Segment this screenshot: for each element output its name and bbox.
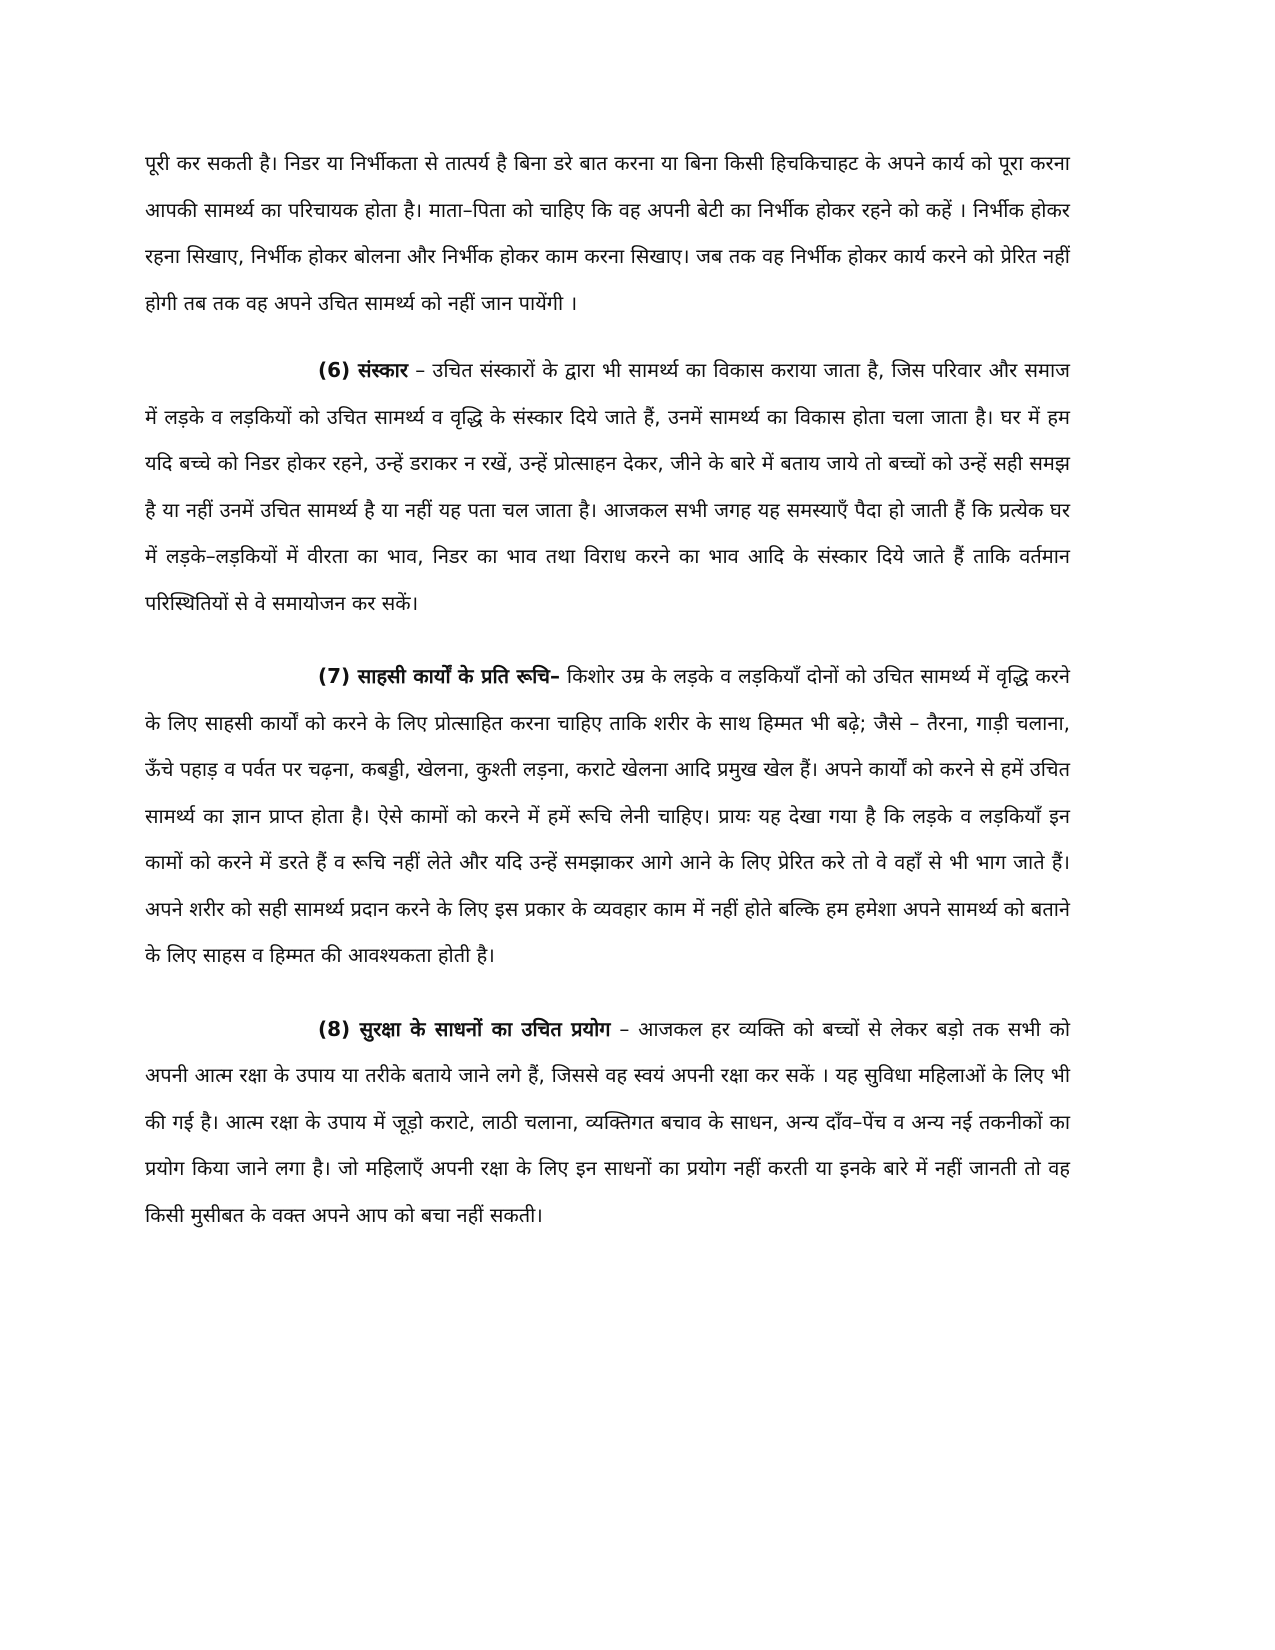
- paragraph-text: पूरी कर सकती है। निडर या निर्भीकता से तात्पर्य है बिना डरे बात करना या बिना किसी हिचकिचाहट के अपने कार्य को पूरा करना आपकी सामर्थ्य का परिचायक होता है। माता–पिता को चाहिए कि वह अपनी बेटी का निर्भीक होकर रहने को कहें । निर्भीक होकर रहना सिखाए, निर्भीक होकर बोलना और निर्भीक होकर काम करना सिखाए। जब तक वह निर्भीक होकर कार्य करने को प्रेरित नहीं होगी तब तक वह अपने उचित सामर्थ्य को नहीं जान पायेंगी ।: [145, 151, 1070, 315]
- section-heading-8: (8) सुरक्षा के साधनों का उचित प्रयोग: [318, 1016, 611, 1041]
- section-heading-7: (7) साहसी कार्यों के प्रति रूचि–: [318, 664, 560, 688]
- paragraph-sahasi-karya: [145, 653, 1070, 979]
- paragraph-text: – आजकल हर व्यक्ति को बच्चों से लेकर बड़ो तक सभी को अपनी आत्म रक्षा के उपाय या तरीके बताये जाने लगे हैं, जिससे वह स्वयं अपनी रक्षा कर सकें । यह सुविधा महिलाओं के लिए भी की गई है। आत्म रक्षा के उपाय में जूड़ो कराटे, लाठी चलाना, व्यक्तिगत बचाव के साधन, अन्य दाँव–पेंच व अन्य नई तकनीकों का प्रयोग किया जाने लगा है। जो महिलाएँ अपनी रक्षा के लिए इन साधनों का प्रयोग नहीं करती या इनके बारे में नहीं जानती तो वह किसी मुसीबत के वक्त अपने आप को बचा नहीं सकती।: [145, 1016, 1070, 1227]
- paragraph-text: किशोर उम्र के लड़के व लड़कियाँ दोनों को उचित सामर्थ्य में वृद्धि करने के लिए साहसी कार्यों को करने के लिए प्रोत्साहित करना चाहिए ताकि शरीर के साथ हिम्मत भी बढ़े; जैसे – तैरना, गाड़ी चलाना, ऊँचे पहाड़ व पर्वत पर चढ़ना, कबड्डी, खेलना, कुश्ती लड़ना, कराटे खेलना आदि प्रमुख खेल हैं। अपने कार्यों को करने से हमें उचित सामर्थ्य का ज्ञान प्राप्त होता है। ऐसे कामों को करने में हमें रूचि लेनी चाहिए। प्रायः यह देखा गया है कि लड़के व लड़कियाँ इन कामों को करने में डरते हैं व रूचि नहीं लेते और यदि उन्हें समझाकर आगे आने के लिए प्रेरित करे तो वे वहाँ से भी भाग जाते हैं। अपने शरीर को सही सामर्थ्य प्रदान करने के लिए इस प्रकार के व्यवहार काम में नहीं होते बल्कि हम हमेशा अपने सामर्थ्य को बताने के लिए साहस व हिम्मत की आवश्यकता होती है।: [145, 664, 1071, 967]
- document-page: [145, 140, 1070, 1265]
- section-heading-6: (6) संस्कार: [318, 358, 409, 382]
- paragraph-sanskar: [145, 347, 1070, 626]
- paragraph-continuation: [145, 140, 1070, 326]
- paragraph-suraksha: [145, 1006, 1070, 1239]
- paragraph-text: – उचित संस्कारों के द्वारा भी सामर्थ्य का विकास कराया जाता है, जिस परिवार और समाज में लड़के व लड़कियों को उचित सामर्थ्य व वृद्धि के संस्कार दिये जाते हैं, उनमें सामर्थ्य का विकास होता चला जाता है। घर में हम यदि बच्चे को निडर होकर रहने, उन्हें डराकर न रखें, उन्हें प्रोत्साहन देकर, जीने के बारे में बताय जाये तो बच्चों को उन्हें सही समझ है या नहीं उनमें उचित सामर्थ्य है या नहीं यह पता चल जाता है। आजकल सभी जगह यह समस्याएँ पैदा हो जाती हैं कि प्रत्येक घर में लड़के–लड़कियों में वीरता का भाव, निडर का भाव तथा विराध करने का भाव आदि के संस्कार दिये जाते हैं ताकि वर्तमान परिस्थितियों से वे समायोजन कर सकें।: [145, 358, 1070, 615]
